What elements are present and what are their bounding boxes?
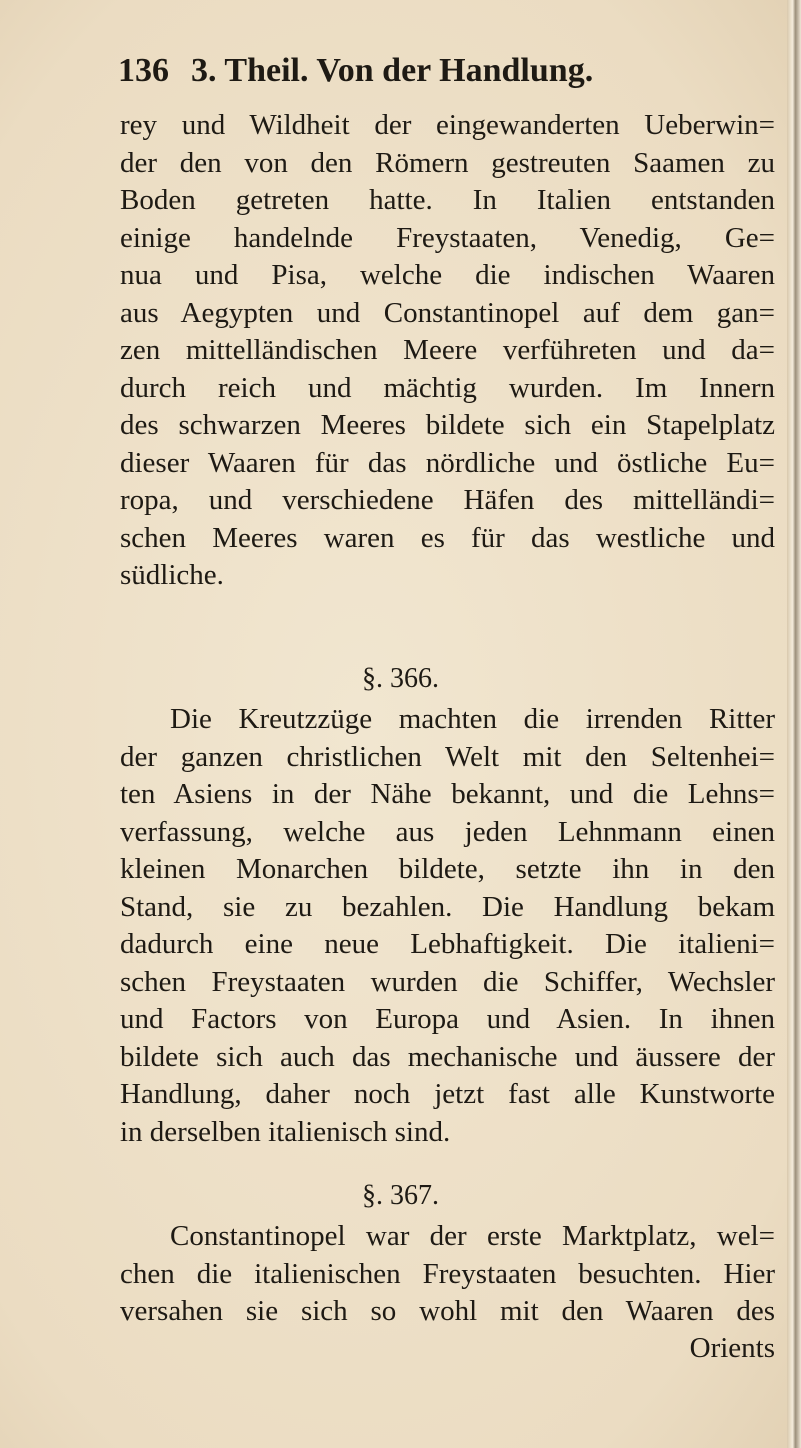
text-line: Boden getreten hatte. In Italien entstanden bbox=[120, 184, 775, 216]
text-line: dadurch eine neue Lebhaftigkeit. Die italieni= bbox=[120, 928, 775, 960]
text-line: Stand, sie zu bezahlen. Die Handlung bekam bbox=[120, 890, 775, 923]
text-line: durch reich und mächtig wurden. Im Innern bbox=[120, 371, 775, 404]
text-line: dieser Waaren für das nördliche und östliche Eu= bbox=[120, 446, 775, 479]
text-line: chen die italienischen Freystaaten besuchten. Hier bbox=[120, 1257, 775, 1290]
text-line: Die Kreutzzüge machten die irrenden Ritter bbox=[170, 703, 775, 735]
section-heading: §. 366. bbox=[362, 663, 439, 694]
text-line: schen Freystaaten wurden die Schiffer, Wechsler bbox=[120, 965, 775, 998]
catchword: Orients bbox=[689, 1332, 775, 1364]
text-line: südliche. bbox=[120, 559, 224, 591]
text-line: versahen sie sich so wohl mit den Waaren des bbox=[120, 1295, 775, 1327]
text-line: Constantinopel war der erste Marktplatz, wel= bbox=[170, 1220, 775, 1252]
text-line: in derselben italienisch sind. bbox=[120, 1115, 451, 1148]
text-line: rey und Wildheit der eingewanderten Ueberwin= bbox=[120, 109, 775, 141]
running-header bbox=[118, 52, 678, 90]
running-title: 3. Theil. Von der Handlung. bbox=[191, 52, 594, 89]
text-line: und Factors von Europa und Asien. In ihnen bbox=[120, 1003, 775, 1035]
text-line: aus Aegypten und Constantinopel auf dem gan= bbox=[120, 296, 775, 329]
text-line: kleinen Monarchen bildete, setzte ihn in den bbox=[120, 853, 775, 885]
page-edge bbox=[787, 0, 801, 1448]
text-line: einige handelnde Freystaaten, Venedig, Ge= bbox=[120, 221, 775, 254]
text-line: ten Asiens in der Nähe bekannt, und die Lehns= bbox=[120, 778, 775, 810]
section-heading: §. 367. bbox=[362, 1180, 439, 1211]
text-line: des schwarzen Meeres bildete sich ein Stapelplatz bbox=[120, 409, 775, 441]
text-line: der ganzen christlichen Welt mit den Seltenhei= bbox=[120, 740, 775, 773]
text-line: Handlung, daher noch jetzt fast alle Kunstworte bbox=[120, 1078, 775, 1110]
text-line: verfassung, welche aus jeden Lehnmann einen bbox=[120, 815, 775, 848]
text-line: schen Meeres waren es für das westliche und bbox=[120, 521, 775, 554]
text-line: bildete sich auch das mechanische und äussere der bbox=[120, 1040, 775, 1073]
page-number: 136 bbox=[118, 52, 169, 89]
text-line: nua und Pisa, welche die indischen Waaren bbox=[120, 259, 775, 291]
text-line: ropa, und verschiedene Häfen des mittelländi= bbox=[120, 484, 775, 516]
text-line: der den von den Römern gestreuten Saamen zu bbox=[120, 146, 775, 179]
text-line: zen mittelländischen Meere verführeten und da= bbox=[120, 334, 775, 366]
